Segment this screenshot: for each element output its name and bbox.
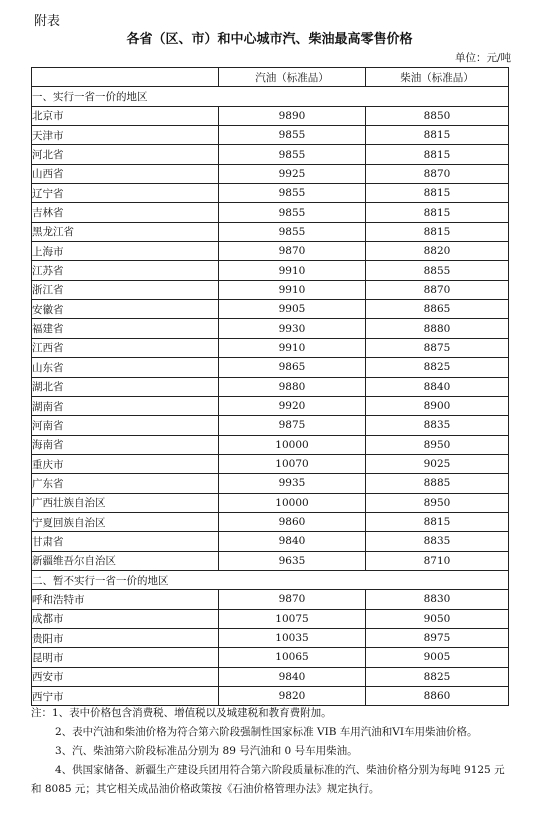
diesel-price-cell: 8835 — [366, 416, 509, 435]
diesel-price-cell: 8870 — [366, 164, 509, 183]
diesel-price-cell: 9050 — [366, 609, 509, 628]
note-4: 4、供国家储备、新疆生产建设兵团用符合第六阶段质量标准的汽、柴油价格分别为每吨 9125 元和 8085 元；其它相关成品油价格政策按《石油价格管理办法》规定执行。 — [31, 764, 505, 795]
gasoline-price-cell: 9865 — [219, 358, 366, 377]
gasoline-price-cell: 9635 — [219, 551, 366, 570]
region-name-cell: 呼和浩特市 — [32, 590, 219, 609]
table-row — [32, 687, 509, 706]
table-row — [32, 106, 509, 125]
diesel-price-cell: 8975 — [366, 628, 509, 647]
region-name-cell: 广西壮族自治区 — [32, 493, 219, 512]
region-name-cell: 山东省 — [32, 358, 219, 377]
region-name-cell: 吉林省 — [32, 203, 219, 222]
diesel-price-cell: 8900 — [366, 396, 509, 415]
region-name-cell: 北京市 — [32, 106, 219, 125]
table-row — [32, 242, 509, 261]
diesel-price-cell: 8815 — [366, 203, 509, 222]
gasoline-price-cell: 9890 — [219, 106, 366, 125]
diesel-price-cell: 8875 — [366, 338, 509, 357]
region-name-cell: 上海市 — [32, 242, 219, 261]
appendix-label: 附表 — [34, 14, 61, 29]
diesel-price-cell: 9025 — [366, 454, 509, 473]
gasoline-price-cell: 9935 — [219, 474, 366, 493]
table-row — [32, 164, 509, 183]
gasoline-price-cell: 9930 — [219, 319, 366, 338]
table-row — [32, 338, 509, 357]
region-name-cell: 辽宁省 — [32, 184, 219, 203]
gasoline-price-cell: 9880 — [219, 377, 366, 396]
table-row — [32, 319, 509, 338]
table-row — [32, 396, 509, 415]
gasoline-price-cell: 9840 — [219, 532, 366, 551]
region-name-cell: 重庆市 — [32, 454, 219, 473]
gasoline-price-cell: 9925 — [219, 164, 366, 183]
diesel-price-cell: 8865 — [366, 300, 509, 319]
table-row — [32, 435, 509, 454]
diesel-price-cell: 8825 — [366, 667, 509, 686]
region-name-cell: 宁夏回族自治区 — [32, 512, 219, 531]
document-title: 各省（区、市）和中心城市汽、柴油最高零售价格 — [126, 32, 413, 47]
table-row — [32, 532, 509, 551]
diesel-price-cell: 8815 — [366, 512, 509, 531]
gasoline-price-cell: 9855 — [219, 184, 366, 203]
gasoline-price-cell: 9820 — [219, 687, 366, 706]
diesel-price-cell: 8815 — [366, 184, 509, 203]
diesel-price-cell: 8950 — [366, 435, 509, 454]
diesel-price-cell: 8855 — [366, 261, 509, 280]
diesel-price-cell: 9005 — [366, 648, 509, 667]
region-name-cell: 河北省 — [32, 145, 219, 164]
diesel-price-cell: 8870 — [366, 280, 509, 299]
region-name-cell: 海南省 — [32, 435, 219, 454]
region-name-cell: 新疆维吾尔自治区 — [32, 551, 219, 570]
price-table — [31, 67, 509, 706]
gasoline-price-cell: 9910 — [219, 338, 366, 357]
table-row — [32, 145, 509, 164]
diesel-price-cell: 8815 — [366, 126, 509, 145]
table-row — [32, 416, 509, 435]
diesel-price-cell: 8885 — [366, 474, 509, 493]
diesel-price-cell: 8880 — [366, 319, 509, 338]
region-name-cell: 甘肃省 — [32, 532, 219, 551]
region-name-cell: 山西省 — [32, 164, 219, 183]
diesel-price-cell: 8815 — [366, 145, 509, 164]
region-name-cell: 湖南省 — [32, 396, 219, 415]
diesel-price-cell: 8820 — [366, 242, 509, 261]
header-cell-diesel: 柴油（标准品） — [366, 68, 509, 87]
diesel-price-cell: 8835 — [366, 532, 509, 551]
gasoline-price-cell: 10075 — [219, 609, 366, 628]
diesel-price-cell: 8825 — [366, 358, 509, 377]
gasoline-price-cell: 9870 — [219, 242, 366, 261]
section-title: 一、实行一省一价的地区 — [32, 87, 509, 106]
diesel-price-cell: 8710 — [366, 551, 509, 570]
region-name-cell: 贵阳市 — [32, 628, 219, 647]
region-name-cell: 福建省 — [32, 319, 219, 338]
region-name-cell: 江苏省 — [32, 261, 219, 280]
gasoline-price-cell: 9840 — [219, 667, 366, 686]
region-name-cell: 天津市 — [32, 126, 219, 145]
gasoline-price-cell: 9910 — [219, 261, 366, 280]
table-row — [32, 551, 509, 570]
region-name-cell: 江西省 — [32, 338, 219, 357]
region-name-cell: 浙江省 — [32, 280, 219, 299]
table-row — [32, 628, 509, 647]
section-title: 二、暂不实行一省一价的地区 — [32, 570, 509, 589]
note-2: 2、表中汽油和柴油价格为符合第六阶段强制性国家标准 VIB 车用汽油和VI车用柴油价格。 — [55, 726, 478, 738]
table-row — [32, 184, 509, 203]
gasoline-price-cell: 10065 — [219, 648, 366, 667]
region-name-cell: 湖北省 — [32, 377, 219, 396]
table-row — [32, 126, 509, 145]
table-row — [32, 648, 509, 667]
note-3: 3、汽、柴油第六阶段标准品分别为 89 号汽油和 0 号车用柴油。 — [55, 745, 358, 757]
table-row — [32, 222, 509, 241]
header-cell-region — [32, 68, 219, 87]
table-row — [32, 454, 509, 473]
table-row — [32, 609, 509, 628]
gasoline-price-cell: 9855 — [219, 203, 366, 222]
table-row — [32, 667, 509, 686]
section-row — [32, 570, 509, 589]
region-name-cell: 广东省 — [32, 474, 219, 493]
region-name-cell: 西安市 — [32, 667, 219, 686]
price-table-body — [32, 87, 509, 706]
unit-label: 单位：元/吨 — [454, 52, 511, 64]
table-row — [32, 512, 509, 531]
table-row — [32, 377, 509, 396]
region-name-cell: 成都市 — [32, 609, 219, 628]
table-row — [32, 280, 509, 299]
gasoline-price-cell: 9855 — [219, 222, 366, 241]
table-row — [32, 590, 509, 609]
header-cell-gasoline: 汽油（标准品） — [219, 68, 366, 87]
table-row — [32, 300, 509, 319]
table-row — [32, 203, 509, 222]
region-name-cell: 安徽省 — [32, 300, 219, 319]
diesel-price-cell: 8850 — [366, 106, 509, 125]
gasoline-price-cell: 10000 — [219, 493, 366, 512]
diesel-price-cell: 8815 — [366, 222, 509, 241]
gasoline-price-cell: 9860 — [219, 512, 366, 531]
table-row — [32, 493, 509, 512]
gasoline-price-cell: 10035 — [219, 628, 366, 647]
notes-block — [31, 704, 511, 799]
gasoline-price-cell: 10000 — [219, 435, 366, 454]
region-name-cell: 西宁市 — [32, 687, 219, 706]
gasoline-price-cell: 9905 — [219, 300, 366, 319]
region-name-cell: 黑龙江省 — [32, 222, 219, 241]
gasoline-price-cell: 9875 — [219, 416, 366, 435]
diesel-price-cell: 8830 — [366, 590, 509, 609]
diesel-price-cell: 8860 — [366, 687, 509, 706]
gasoline-price-cell: 10070 — [219, 454, 366, 473]
gasoline-price-cell: 9870 — [219, 590, 366, 609]
region-name-cell: 昆明市 — [32, 648, 219, 667]
table-row — [32, 358, 509, 377]
table-header-row — [32, 68, 509, 87]
diesel-price-cell: 8950 — [366, 493, 509, 512]
region-name-cell: 河南省 — [32, 416, 219, 435]
gasoline-price-cell: 9920 — [219, 396, 366, 415]
note-1: 注：1、表中价格包含消费税、增值税以及城建税和教育费附加。 — [31, 707, 332, 719]
diesel-price-cell: 8840 — [366, 377, 509, 396]
gasoline-price-cell: 9855 — [219, 145, 366, 164]
gasoline-price-cell: 9855 — [219, 126, 366, 145]
gasoline-price-cell: 9910 — [219, 280, 366, 299]
table-row — [32, 474, 509, 493]
section-row — [32, 87, 509, 106]
table-row — [32, 261, 509, 280]
